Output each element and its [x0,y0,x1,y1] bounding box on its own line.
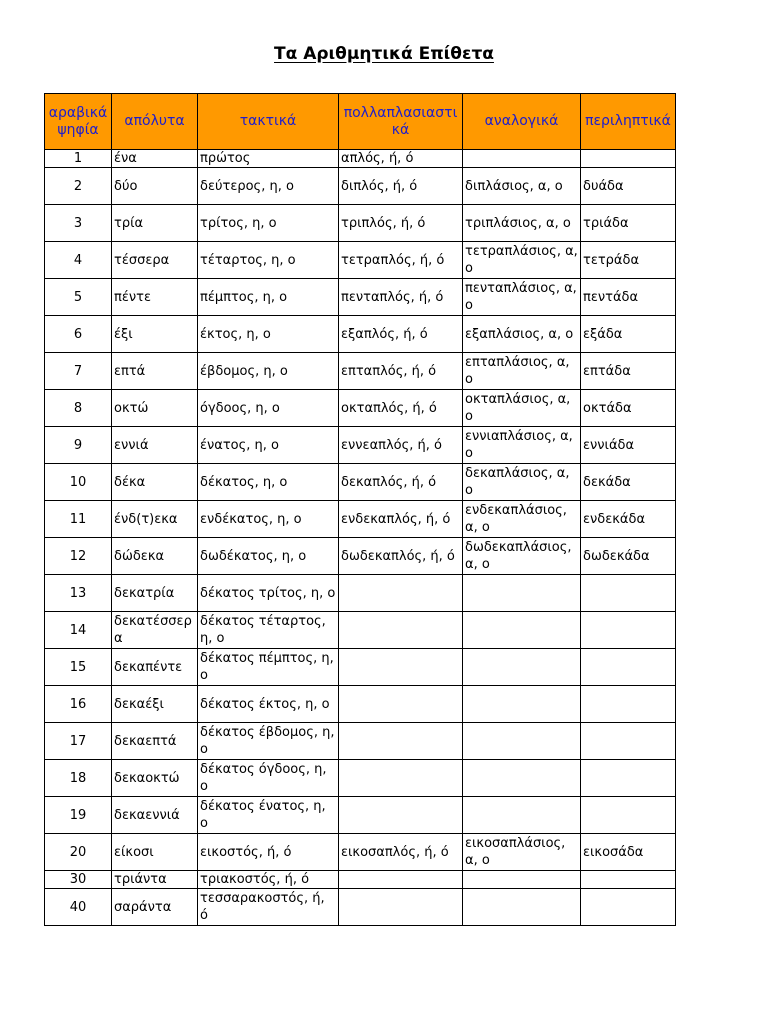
cell-proportional: εξαπλάσιος, α, ο [463,316,581,353]
cell-proportional: τετραπλάσιος, α, ο [463,242,581,279]
cell-ordinal: τέταρτος, η, ο [198,242,339,279]
cell-arabic-digit: 19 [45,797,112,834]
table-row [45,501,676,538]
cell-arabic-digit: 10 [45,464,112,501]
cell-arabic-digit: 13 [45,575,112,612]
table-row [45,575,676,612]
table-row [45,538,676,575]
cell-collective: τετράδα [581,242,676,279]
cell-cardinal: δεκαοκτώ [112,760,198,797]
cell-ordinal: τριακοστός, ή, ό [198,871,339,889]
table-body [45,150,676,926]
cell-ordinal: τρίτος, η, ο [198,205,339,242]
cell-proportional [463,612,581,649]
table-row [45,834,676,871]
cell-multiplicative: απλός, ή, ό [339,150,463,168]
cell-proportional [463,760,581,797]
cell-cardinal: οκτώ [112,390,198,427]
table-row [45,390,676,427]
table-row [45,168,676,205]
cell-collective [581,797,676,834]
cell-cardinal: εννιά [112,427,198,464]
cell-collective [581,150,676,168]
cell-arabic-digit: 3 [45,205,112,242]
cell-collective: δεκάδα [581,464,676,501]
cell-multiplicative: οκταπλός, ή, ό [339,390,463,427]
cell-multiplicative: εννεαπλός, ή, ό [339,427,463,464]
cell-ordinal: δεύτερος, η, ο [198,168,339,205]
cell-collective [581,889,676,926]
cell-collective: ενδεκάδα [581,501,676,538]
table-row [45,612,676,649]
cell-multiplicative: εξαπλός, ή, ό [339,316,463,353]
cell-ordinal: δωδέκατος, η, ο [198,538,339,575]
header-arabic-digits: αραβικά ψηφία [45,94,112,150]
cell-multiplicative [339,889,463,926]
header-multiplicative: πολλαπλασιαστικά [339,94,463,150]
cell-collective [581,871,676,889]
cell-cardinal: δεκαέξι [112,686,198,723]
cell-cardinal: δεκατρία [112,575,198,612]
cell-cardinal: ένδ(τ)εκα [112,501,198,538]
cell-multiplicative: επταπλός, ή, ό [339,353,463,390]
cell-multiplicative [339,575,463,612]
cell-cardinal: δώδεκα [112,538,198,575]
cell-ordinal: δέκατος τρίτος, η, ο [198,575,339,612]
cell-multiplicative: εικοσαπλός, ή, ό [339,834,463,871]
table-row [45,279,676,316]
cell-arabic-digit: 6 [45,316,112,353]
table-row [45,427,676,464]
cell-collective [581,612,676,649]
cell-arabic-digit: 2 [45,168,112,205]
cell-arabic-digit: 14 [45,612,112,649]
table-row [45,649,676,686]
cell-ordinal: ενδέκατος, η, ο [198,501,339,538]
cell-collective [581,649,676,686]
cell-multiplicative: δεκαπλός, ή, ό [339,464,463,501]
cell-cardinal: δύο [112,168,198,205]
cell-ordinal: ένατος, η, ο [198,427,339,464]
cell-multiplicative: τριπλός, ή, ό [339,205,463,242]
cell-cardinal: δεκαεννιά [112,797,198,834]
cell-proportional: επταπλάσιος, α, ο [463,353,581,390]
cell-arabic-digit: 18 [45,760,112,797]
cell-arabic-digit: 8 [45,390,112,427]
table-row [45,797,676,834]
cell-cardinal: τριάντα [112,871,198,889]
cell-collective [581,686,676,723]
cell-multiplicative: ενδεκαπλός, ή, ό [339,501,463,538]
cell-collective [581,760,676,797]
cell-ordinal: δέκατος όγδοος, η, ο [198,760,339,797]
table-row [45,464,676,501]
cell-collective: εννιάδα [581,427,676,464]
cell-multiplicative: δωδεκαπλός, ή, ό [339,538,463,575]
table-header [45,94,676,150]
cell-collective: τριάδα [581,205,676,242]
cell-ordinal: τεσσαρακοστός, ή, ό [198,889,339,926]
table-row [45,871,676,889]
cell-collective [581,575,676,612]
cell-proportional: εικοσαπλάσιος, α, ο [463,834,581,871]
cell-cardinal: δεκαεπτά [112,723,198,760]
cell-cardinal: πέντε [112,279,198,316]
cell-arabic-digit: 9 [45,427,112,464]
cell-collective: εξάδα [581,316,676,353]
cell-proportional [463,649,581,686]
cell-arabic-digit: 20 [45,834,112,871]
cell-arabic-digit: 12 [45,538,112,575]
cell-arabic-digit: 1 [45,150,112,168]
table-row [45,242,676,279]
cell-proportional: δεκαπλάσιος, α, ο [463,464,581,501]
cell-cardinal: τρία [112,205,198,242]
cell-cardinal: δεκατέσσερα [112,612,198,649]
cell-proportional [463,150,581,168]
cell-multiplicative [339,686,463,723]
cell-ordinal: δέκατος ένατος, η, ο [198,797,339,834]
header-ordinal: τακτικά [198,94,339,150]
page-title: Τα Αριθμητικά Επίθετα [274,44,494,64]
table-row [45,889,676,926]
cell-ordinal: δέκατος πέμπτος, η, ο [198,649,339,686]
cell-proportional [463,723,581,760]
cell-ordinal: έκτος, η, ο [198,316,339,353]
table-row [45,150,676,168]
table-row [45,316,676,353]
cell-ordinal: πρώτος [198,150,339,168]
cell-arabic-digit: 17 [45,723,112,760]
cell-ordinal: δέκατος τέταρτος, η, ο [198,612,339,649]
cell-proportional: ενδεκαπλάσιος, α, ο [463,501,581,538]
cell-ordinal: δέκατος έκτος, η, ο [198,686,339,723]
cell-multiplicative: πενταπλός, ή, ό [339,279,463,316]
cell-ordinal: δέκατος, η, ο [198,464,339,501]
cell-ordinal: εικοστός, ή, ό [198,834,339,871]
cell-arabic-digit: 4 [45,242,112,279]
cell-multiplicative [339,723,463,760]
cell-collective: εικοσάδα [581,834,676,871]
header-row [45,94,676,150]
cell-ordinal: πέμπτος, η, ο [198,279,339,316]
cell-proportional: διπλάσιος, α, ο [463,168,581,205]
cell-proportional: τριπλάσιος, α, ο [463,205,581,242]
cell-cardinal: σαράντα [112,889,198,926]
cell-multiplicative [339,871,463,889]
cell-arabic-digit: 7 [45,353,112,390]
cell-ordinal: δέκατος έβδομος, η, ο [198,723,339,760]
cell-collective: οκτάδα [581,390,676,427]
cell-proportional: οκταπλάσιος, α, ο [463,390,581,427]
cell-collective: δυάδα [581,168,676,205]
cell-cardinal: δεκαπέντε [112,649,198,686]
cell-cardinal: είκοσι [112,834,198,871]
cell-multiplicative [339,797,463,834]
table-row [45,723,676,760]
table-row [45,760,676,797]
cell-proportional [463,797,581,834]
cell-collective: πεντάδα [581,279,676,316]
cell-collective: δωδεκάδα [581,538,676,575]
cell-multiplicative: τετραπλός, ή, ό [339,242,463,279]
cell-proportional [463,575,581,612]
cell-multiplicative: διπλός, ή, ό [339,168,463,205]
cell-arabic-digit: 30 [45,871,112,889]
cell-cardinal: επτά [112,353,198,390]
cell-proportional [463,889,581,926]
cell-multiplicative [339,760,463,797]
cell-ordinal: όγδοος, η, ο [198,390,339,427]
cell-proportional [463,871,581,889]
table-row [45,686,676,723]
cell-cardinal: έξι [112,316,198,353]
cell-proportional: εννιαπλάσιος, α, ο [463,427,581,464]
cell-proportional [463,686,581,723]
header-collective: περιληπτικά [581,94,676,150]
cell-proportional: πενταπλάσιος, α, ο [463,279,581,316]
cell-collective: επτάδα [581,353,676,390]
table-row [45,205,676,242]
cell-collective [581,723,676,760]
header-cardinal: απόλυτα [112,94,198,150]
cell-cardinal: ένα [112,150,198,168]
cell-arabic-digit: 5 [45,279,112,316]
cell-arabic-digit: 16 [45,686,112,723]
table-row [45,353,676,390]
cell-multiplicative [339,649,463,686]
cell-cardinal: δέκα [112,464,198,501]
cell-cardinal: τέσσερα [112,242,198,279]
header-proportional: αναλογικά [463,94,581,150]
numeral-adjectives-table [44,93,676,926]
cell-arabic-digit: 11 [45,501,112,538]
cell-multiplicative [339,612,463,649]
cell-arabic-digit: 15 [45,649,112,686]
cell-proportional: δωδεκαπλάσιος, α, ο [463,538,581,575]
cell-arabic-digit: 40 [45,889,112,926]
cell-ordinal: έβδομος, η, ο [198,353,339,390]
